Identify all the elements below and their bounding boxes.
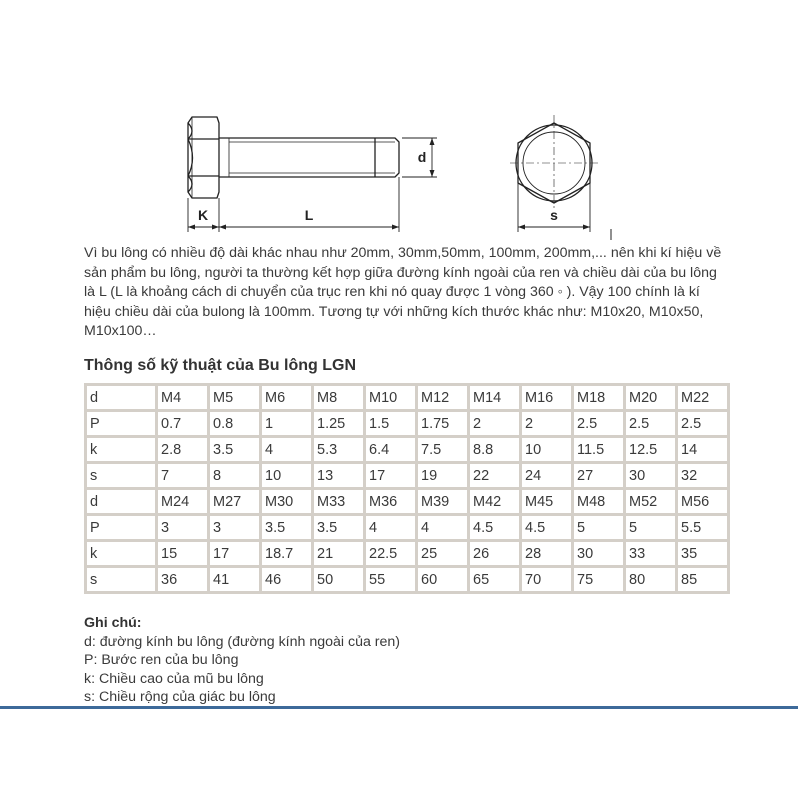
table-cell: M18 [573, 385, 625, 411]
table-cell: 60 [417, 567, 469, 593]
table-cell: 18.7 [261, 541, 313, 567]
table-cell: 26 [469, 541, 521, 567]
table-cell: 1.75 [417, 411, 469, 437]
notes-title: Ghi chú: [84, 615, 142, 631]
table-cell: 25 [417, 541, 469, 567]
table-cell: 4.5 [469, 515, 521, 541]
row-header-cell: P [86, 411, 157, 437]
table-cell: 55 [365, 567, 417, 593]
table-cell: M10 [365, 385, 417, 411]
row-header-cell: s [86, 567, 157, 593]
table-cell: M33 [313, 489, 365, 515]
table-cell: 80 [625, 567, 677, 593]
table-cell: 6.4 [365, 437, 417, 463]
table-cell: 3 [157, 515, 209, 541]
table-cell: 50 [313, 567, 365, 593]
table-cell: M22 [677, 385, 729, 411]
table-cell: 4 [261, 437, 313, 463]
table-cell: 5 [573, 515, 625, 541]
table-cell: 35 [677, 541, 729, 567]
table-cell: 2 [469, 411, 521, 437]
table-cell: 2.5 [573, 411, 625, 437]
label-d: d [417, 149, 427, 165]
label-L: L [304, 207, 314, 223]
row-header-cell: s [86, 463, 157, 489]
table-cell: M42 [469, 489, 521, 515]
note-line: s: Chiều rộng của giác bu lông [84, 689, 276, 706]
table-cell: 19 [417, 463, 469, 489]
table-row [86, 515, 729, 541]
table-cell: M5 [209, 385, 261, 411]
bolt-technical-drawing [0, 0, 798, 240]
table-cell: 3.5 [209, 437, 261, 463]
table-cell: 41 [209, 567, 261, 593]
table-cell: 8.8 [469, 437, 521, 463]
table-cell: 2.5 [625, 411, 677, 437]
table-cell: 30 [625, 463, 677, 489]
table-cell: 2.8 [157, 437, 209, 463]
spec-table [84, 383, 730, 594]
table-cell: 10 [261, 463, 313, 489]
label-k: K [197, 207, 209, 223]
table-cell: 4 [417, 515, 469, 541]
table-cell: 46 [261, 567, 313, 593]
table-cell: 32 [677, 463, 729, 489]
table-cell: 17 [209, 541, 261, 567]
table-row [86, 541, 729, 567]
table-row [86, 567, 729, 593]
table-cell: 3.5 [261, 515, 313, 541]
table-cell: M20 [625, 385, 677, 411]
table-cell: 28 [521, 541, 573, 567]
table-row [86, 385, 729, 411]
row-header-cell: k [86, 541, 157, 567]
table-cell: M14 [469, 385, 521, 411]
bolt-head-side-view [188, 117, 219, 198]
table-cell: M27 [209, 489, 261, 515]
table-cell: 2 [521, 411, 573, 437]
table-cell: M52 [625, 489, 677, 515]
table-cell: 3.5 [313, 515, 365, 541]
table-cell: M24 [157, 489, 209, 515]
row-header-cell: P [86, 515, 157, 541]
table-cell: M30 [261, 489, 313, 515]
table-cell: 0.7 [157, 411, 209, 437]
table-cell: M12 [417, 385, 469, 411]
table-row [86, 489, 729, 515]
table-cell: M45 [521, 489, 573, 515]
table-cell: 5.5 [677, 515, 729, 541]
note-line: k: Chiều cao của mũ bu lông [84, 670, 264, 687]
table-cell: 10 [521, 437, 573, 463]
table-row [86, 437, 729, 463]
bottom-divider [0, 706, 798, 709]
table-cell: 22 [469, 463, 521, 489]
table-row [86, 411, 729, 437]
table-cell: M39 [417, 489, 469, 515]
table-cell: M8 [313, 385, 365, 411]
table-cell: 8 [209, 463, 261, 489]
row-header-cell: k [86, 437, 157, 463]
table-cell: 7.5 [417, 437, 469, 463]
table-cell: 24 [521, 463, 573, 489]
table-cell: 17 [365, 463, 417, 489]
table-cell: 4 [365, 515, 417, 541]
table-cell: 14 [677, 437, 729, 463]
table-cell: M36 [365, 489, 417, 515]
table-cell: 11.5 [573, 437, 625, 463]
note-line: d: đường kính bu lông (đường kính ngoài của ren) [84, 633, 401, 650]
table-cell: 30 [573, 541, 625, 567]
table-cell: 2.5 [677, 411, 729, 437]
table-cell: 75 [573, 567, 625, 593]
label-s: s [550, 207, 558, 223]
table-cell: 70 [521, 567, 573, 593]
notes-section [84, 614, 400, 707]
bolt-shank [219, 138, 399, 177]
row-header-cell: d [86, 489, 157, 515]
table-cell: 22.5 [365, 541, 417, 567]
table-cell: M16 [521, 385, 573, 411]
table-cell: 5.3 [313, 437, 365, 463]
table-cell: 12.5 [625, 437, 677, 463]
table-cell: 27 [573, 463, 625, 489]
table-cell: 36 [157, 567, 209, 593]
table-cell: 33 [625, 541, 677, 567]
table-cell: 15 [157, 541, 209, 567]
table-cell: 1.25 [313, 411, 365, 437]
table-row [86, 463, 729, 489]
table-cell: 1 [261, 411, 313, 437]
description-paragraph: Vì bu lông có nhiều độ dài khác nhau như 20mm, 30mm,50mm, 100mm, 200mm,... nên khi kí hiệu về sản phẩm bu lông, người ta thường kết hợp giữa đường kính ngoài của ren và chiều dài của bu lông là L (L là khoảng cách di chuyển của trục ren khi nó quay được 1 vòng 360 ◦ ). Vậy 100 chính là kí hiệu chiều dài của bulong là 100mm. Tương tự với những kích thước khác như: M10x20, M10x50, M10x100… [84, 245, 722, 340]
table-cell: M48 [573, 489, 625, 515]
table-cell: 65 [469, 567, 521, 593]
table-cell: 21 [313, 541, 365, 567]
table-cell: M56 [677, 489, 729, 515]
spec-title: Thông số kỹ thuật của Bu lông LGN [84, 357, 356, 374]
table-cell: 0.8 [209, 411, 261, 437]
table-cell: 5 [625, 515, 677, 541]
table-cell: 13 [313, 463, 365, 489]
note-line: P: Bước ren của bu lông [84, 652, 239, 669]
row-header-cell: d [86, 385, 157, 411]
table-cell: 1.5 [365, 411, 417, 437]
table-cell: 4.5 [521, 515, 573, 541]
table-cell: 7 [157, 463, 209, 489]
table-cell: M4 [157, 385, 209, 411]
table-cell: 85 [677, 567, 729, 593]
table-cell: M6 [261, 385, 313, 411]
table-cell: 3 [209, 515, 261, 541]
